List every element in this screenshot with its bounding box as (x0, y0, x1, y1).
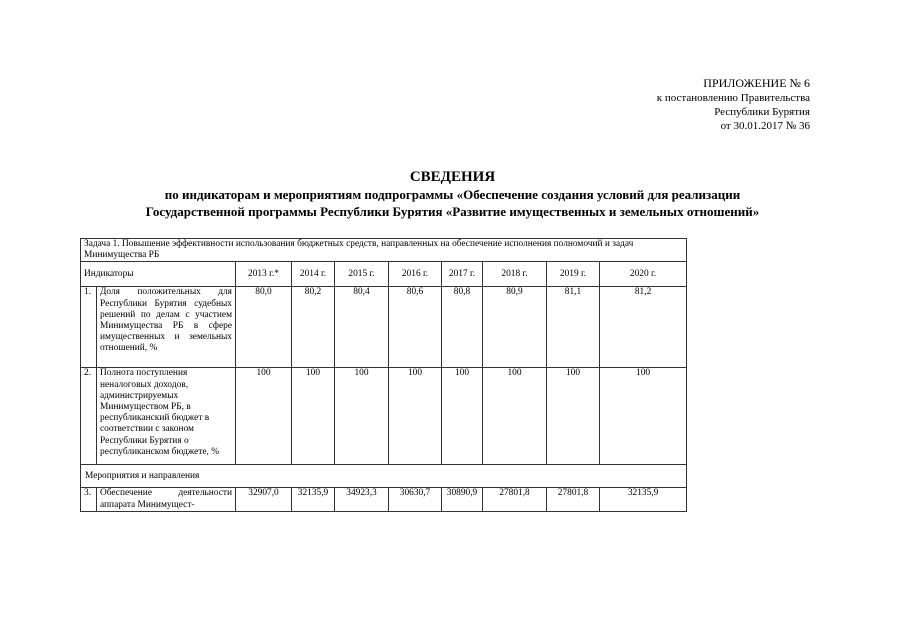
value-cell: 100 (335, 368, 389, 465)
value-cell: 100 (236, 368, 292, 465)
year-header: 2020 г. (600, 262, 687, 287)
appendix-republic-line: Республики Бурятия (714, 106, 810, 118)
table-row (81, 368, 687, 465)
row-number: 2. (81, 368, 97, 465)
year-header: 2017 г. (442, 262, 483, 287)
indicators-table (80, 238, 687, 512)
value-cell: 100 (442, 368, 483, 465)
indicators-header: Индикаторы (81, 262, 236, 287)
year-header: 2019 г. (547, 262, 600, 287)
row-number: 3. (81, 488, 97, 511)
value-cell: 80,4 (335, 287, 389, 368)
value-cell: 100 (483, 368, 547, 465)
year-header: 2014 г. (292, 262, 335, 287)
value-cell: 32907,0 (236, 488, 292, 511)
table-row (81, 488, 687, 511)
value-cell: 80,9 (483, 287, 547, 368)
header-row (81, 262, 687, 287)
value-cell: 100 (389, 368, 442, 465)
task-description: Задача 1. Повышение эффективности использования бюджетных средств, направленных на обеспечение исполнения полномочий и задач Минимущества РБ (81, 239, 687, 262)
document-heading (0, 168, 905, 220)
year-header: 2015 г. (335, 262, 389, 287)
indicator-name: Полнота поступления неналоговых доходов, администрируемых Минимуществом РБ, в республиканский бюджет в соответствии с законом Республики Бурятия о республиканском бюджете, % (97, 368, 236, 465)
indicator-name: Доля положительных для Республики Бурятия судебных решений по делам с участием Минимущества РБ в сфере имущественных и земельных отношений, % (97, 287, 236, 368)
appendix-date-line: от 30.01.2017 № 36 (720, 120, 810, 132)
year-header: 2013 г.* (236, 262, 292, 287)
value-cell: 32135,9 (292, 488, 335, 511)
value-cell: 30890,9 (442, 488, 483, 511)
value-cell: 32135,9 (600, 488, 687, 511)
document-title: СВЕДЕНИЯ (409, 169, 496, 185)
value-cell: 100 (600, 368, 687, 465)
value-cell: 27801,8 (547, 488, 600, 511)
year-header: 2016 г. (389, 262, 442, 287)
section-row (81, 465, 687, 488)
appendix-block (657, 75, 810, 133)
table-row (81, 287, 687, 368)
year-header: 2018 г. (483, 262, 547, 287)
row-number: 1. (81, 287, 97, 368)
value-cell: 81,2 (600, 287, 687, 368)
value-cell: 80,2 (292, 287, 335, 368)
value-cell: 81,1 (547, 287, 600, 368)
value-cell: 27801,8 (483, 488, 547, 511)
appendix-resolution-line: к постановлению Правительства (656, 92, 810, 104)
value-cell: 100 (547, 368, 600, 465)
value-cell: 80,0 (236, 287, 292, 368)
value-cell: 80,6 (389, 287, 442, 368)
heading-line-3: Государственной программы Республики Бурятия «Развитие имущественных и земельных отношений» (145, 204, 760, 219)
measure-name: Обеспечение деятельности аппарата Минимущест- (97, 488, 236, 511)
value-cell: 100 (292, 368, 335, 465)
value-cell: 34923,3 (335, 488, 389, 511)
value-cell: 30630,7 (389, 488, 442, 511)
appendix-number: ПРИЛОЖЕНИЕ № 6 (703, 76, 810, 90)
value-cell: 80,8 (442, 287, 483, 368)
heading-line-2: по индикаторам и мероприятиям подпрограммы «Обеспечение создания условий для реализации (164, 187, 741, 202)
measures-header: Мероприятия и направления (81, 465, 687, 488)
